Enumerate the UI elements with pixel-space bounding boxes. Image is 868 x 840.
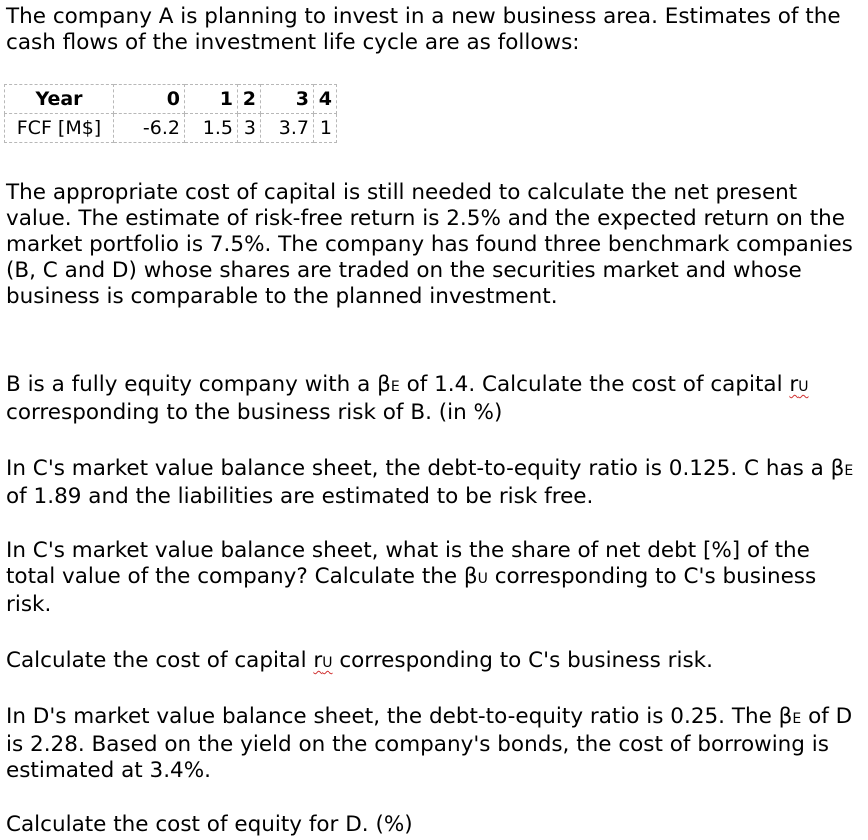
fcf-cell: -6.2 (114, 114, 185, 143)
year-label-cell: Year (5, 85, 114, 114)
year-cell: 1 (185, 85, 238, 114)
table-header-row (5, 85, 337, 114)
company-c-intro: In C's market value balance sheet, the debt-to-equity ratio is 0.125. C has a βE of 1.89 and the liabilities are estimated to be risk free. (6, 456, 854, 509)
year-cell: 0 (114, 85, 185, 114)
intro-paragraph: The company A is planning to invest in a new business area. Estimates of the cash flows of the investment life cycle are as follows: (6, 4, 841, 55)
table-row (5, 114, 337, 143)
cash-flow-table (4, 84, 337, 143)
question-c-cost: Calculate the cost of capital rU corresponding to C's business risk. (6, 648, 713, 673)
fcf-cell: 1.5 (185, 114, 238, 143)
question-b: B is a fully equity company with a βE of 1.4. Calculate the cost of capital rU corresponding to the business risk of B. (in %) (6, 372, 809, 425)
fcf-cell: 3 (238, 114, 261, 143)
question-c-share: In C's market value balance sheet, what is the share of net debt [%] of the total value of the company? Calculate the βU corresponding to C's business risk. (6, 538, 817, 617)
fcf-cell: 1 (314, 114, 337, 143)
spellcheck-underlined-symbol: rU (789, 372, 809, 397)
year-cell: 3 (261, 85, 314, 114)
cost-of-capital-paragraph: The appropriate cost of capital is still needed to calculate the net present value. The estimate of risk-free return is 2.5% and the expected return on the market portfolio is 7.5%. The company has found three benchmark companies (B, C and D) whose shares are traded on the securities market and whose business is comparable to the planned investment. (6, 180, 853, 309)
spellcheck-underlined-symbol: rU (313, 648, 333, 673)
fcf-cell: 3.7 (261, 114, 314, 143)
question-d: Calculate the cost of equity for D. (%) (6, 812, 413, 837)
fcf-label-cell: FCF [M$] (5, 114, 114, 143)
company-d-intro: In D's market value balance sheet, the debt-to-equity ratio is 0.25. The βE of D is 2.28. Based on the yield on the company's bonds, the cost of borrowing is estimated at 3.4%. (6, 704, 853, 783)
year-cell: 4 (314, 85, 337, 114)
year-cell: 2 (238, 85, 261, 114)
